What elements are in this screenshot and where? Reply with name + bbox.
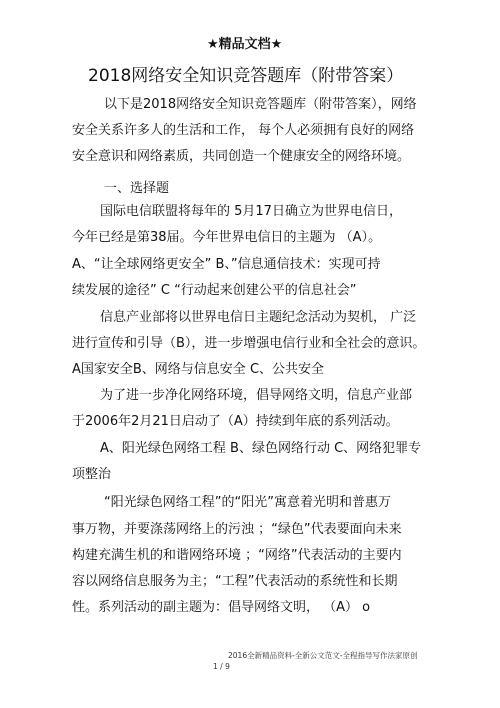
body-line: 于2006年2月21日启动了（A）持续到年底的系列活动。 [72,414,399,429]
footer-source: 2016全新精品资料-全新公文范文-全程指导写作法家原创 [228,651,418,660]
body-line: 构建充满生机的和谐网络环境 ；“网络”代表活动的主要内 [72,548,402,563]
body-line: 续发展的途径” C “行动起来创建公平的信息社会” [72,283,357,298]
body-line: 信息产业部将以世界电信日主题纪念活动为契机， 广泛 [100,310,417,325]
body-line: 为了进一步净化网络环境，倡导网络文明，信息产业部 [100,388,413,403]
body-line: A国家安全B、网络与信息安全 C、公共安全 [72,362,325,377]
page-number: 1 / 9 [213,662,230,671]
body-line: 容以网络信息服务为主；“工程”代表活动的系统性和长期 [72,574,398,589]
body-line: A、“让全球网络更安全” B、”信息通信技术：实现可持 [72,257,381,272]
document-title: 2018网络安全知识竞答题库（附带答案） [88,66,404,86]
document-header: ★精品文档★ [207,37,283,52]
body-line: 国际电信联盟将每年的 5月17日确立为世界电信日， [100,204,402,219]
body-line: 项整治 [72,467,112,482]
body-line: 进行宣传和引导（B），进一步增强电信行业和全社会的意识。 [72,336,426,351]
body-line: 今年已经是第38届。今年世界电信日的主题为 （A）。 [72,230,382,245]
body-line: “阳光绿色网络工程”的“阳光”寓意着光明和普惠万 [104,495,391,510]
section-heading: 一、选择题 [104,181,170,196]
body-line: 安全意识和网络素质，共同创造一个健康安全的网络环境。 [72,149,411,164]
body-line: A、阳光绿色网络工程 B、绿色网络行动 C、网络犯罪专 [100,441,422,456]
body-line: 安全关系许多人的生活和工作， 每个人必须拥有良好的网络 [72,123,415,138]
body-line: 性。系列活动的副主题为：倡导网络文明， （A） o [72,600,371,615]
body-line: 以下是2018网络安全知识竞答题库（附带答案），网络 [104,97,417,112]
body-line: 事万物，并要涤荡网络上的污浊 ；“绿色”代表要面向未来 [72,522,402,537]
